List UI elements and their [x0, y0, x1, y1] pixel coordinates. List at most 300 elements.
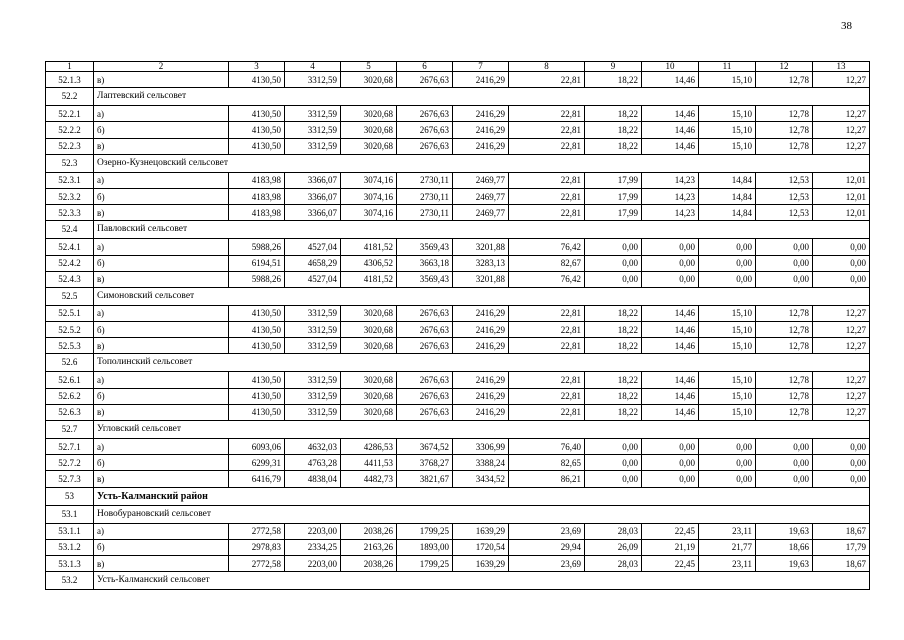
value-cell: 17,99 [585, 172, 642, 188]
value-cell: 76,42 [509, 271, 585, 287]
value-cell: 0,00 [699, 271, 756, 287]
table-row [46, 338, 870, 354]
value-cell: 6093,06 [229, 439, 285, 455]
value-cell: 0,00 [699, 455, 756, 471]
value-cell: 0,00 [756, 439, 813, 455]
value-cell: 3821,67 [397, 471, 453, 487]
table-row [46, 372, 870, 388]
table-body [46, 62, 870, 590]
value-cell: 3312,59 [285, 106, 341, 122]
value-cell: 12,27 [813, 122, 870, 138]
value-cell: 2676,63 [397, 138, 453, 154]
row-code: 52.3.3 [46, 205, 94, 221]
row-code: 52.2.3 [46, 138, 94, 154]
value-cell: 0,00 [642, 271, 699, 287]
region-code: 53 [46, 487, 94, 505]
value-cell: 17,99 [585, 188, 642, 204]
value-cell: 2416,29 [453, 305, 509, 321]
column-number-cell: 1 [46, 62, 94, 72]
value-cell: 2416,29 [453, 404, 509, 420]
row-code: 52.7.3 [46, 471, 94, 487]
column-number-cell: 13 [813, 62, 870, 72]
value-cell: 18,22 [585, 372, 642, 388]
value-cell: 12,78 [756, 372, 813, 388]
value-cell: 0,00 [642, 255, 699, 271]
value-cell: 2772,58 [229, 523, 285, 539]
value-cell: 4130,50 [229, 72, 285, 88]
row-code: 52.3.1 [46, 172, 94, 188]
value-cell: 2416,29 [453, 138, 509, 154]
value-cell: 0,00 [699, 255, 756, 271]
row-code: 52.4.2 [46, 255, 94, 271]
value-cell: 18,22 [585, 72, 642, 88]
value-cell: 0,00 [756, 239, 813, 255]
row-label: б) [94, 122, 229, 138]
table-row [46, 305, 870, 321]
table-row [46, 172, 870, 188]
section-code: 53.2 [46, 572, 94, 590]
value-cell: 2676,63 [397, 122, 453, 138]
value-cell: 1639,29 [453, 555, 509, 571]
value-cell: 12,78 [756, 72, 813, 88]
value-cell: 2730,11 [397, 172, 453, 188]
value-cell: 3366,07 [285, 205, 341, 221]
value-cell: 3020,68 [341, 138, 397, 154]
value-cell: 0,00 [585, 271, 642, 287]
value-cell: 2416,29 [453, 106, 509, 122]
section-code: 53.1 [46, 505, 94, 523]
value-cell: 6416,79 [229, 471, 285, 487]
table-row [46, 404, 870, 420]
row-code: 52.2.1 [46, 106, 94, 122]
value-cell: 4130,50 [229, 388, 285, 404]
row-label: а) [94, 439, 229, 455]
section-code: 52.4 [46, 221, 94, 239]
value-cell: 18,22 [585, 338, 642, 354]
row-label: в) [94, 471, 229, 487]
value-cell: 2203,00 [285, 523, 341, 539]
value-cell: 3663,18 [397, 255, 453, 271]
section-row [46, 287, 870, 305]
value-cell: 26,09 [585, 539, 642, 555]
value-cell: 14,46 [642, 138, 699, 154]
row-code: 52.6.2 [46, 388, 94, 404]
value-cell: 3283,13 [453, 255, 509, 271]
section-name: Озерно-Кузнецовский сельсовет [94, 154, 870, 172]
value-cell: 2676,63 [397, 404, 453, 420]
value-cell: 22,81 [509, 404, 585, 420]
value-cell: 0,00 [813, 271, 870, 287]
value-cell: 2416,29 [453, 388, 509, 404]
value-cell: 3020,68 [341, 338, 397, 354]
value-cell: 19,63 [756, 555, 813, 571]
value-cell: 14,46 [642, 305, 699, 321]
row-code: 53.1.3 [46, 555, 94, 571]
value-cell: 4632,03 [285, 439, 341, 455]
value-cell: 2469,77 [453, 172, 509, 188]
value-cell: 14,46 [642, 338, 699, 354]
value-cell: 0,00 [585, 455, 642, 471]
value-cell: 12,27 [813, 305, 870, 321]
value-cell: 15,10 [699, 72, 756, 88]
value-cell: 2676,63 [397, 338, 453, 354]
value-cell: 3020,68 [341, 372, 397, 388]
value-cell: 3020,68 [341, 106, 397, 122]
value-cell: 14,46 [642, 372, 699, 388]
value-cell: 14,23 [642, 188, 699, 204]
value-cell: 3312,59 [285, 72, 341, 88]
value-cell: 21,77 [699, 539, 756, 555]
value-cell: 12,27 [813, 372, 870, 388]
row-label: а) [94, 172, 229, 188]
value-cell: 14,23 [642, 172, 699, 188]
section-row [46, 572, 870, 590]
value-cell: 15,10 [699, 122, 756, 138]
page-number: 38 [841, 20, 852, 32]
value-cell: 3020,68 [341, 388, 397, 404]
value-cell: 2038,26 [341, 555, 397, 571]
value-cell: 15,10 [699, 305, 756, 321]
value-cell: 1799,25 [397, 523, 453, 539]
section-row [46, 421, 870, 439]
row-label: в) [94, 72, 229, 88]
value-cell: 4183,98 [229, 205, 285, 221]
table-row [46, 188, 870, 204]
value-cell: 1799,25 [397, 555, 453, 571]
value-cell: 0,00 [585, 439, 642, 455]
value-cell: 12,53 [756, 188, 813, 204]
value-cell: 12,27 [813, 322, 870, 338]
value-cell: 18,22 [585, 138, 642, 154]
value-cell: 1720,54 [453, 539, 509, 555]
value-cell: 4306,52 [341, 255, 397, 271]
value-cell: 12,27 [813, 388, 870, 404]
value-cell: 3312,59 [285, 388, 341, 404]
table-row [46, 72, 870, 88]
row-code: 53.1.2 [46, 539, 94, 555]
value-cell: 14,84 [699, 188, 756, 204]
row-label: в) [94, 205, 229, 221]
value-cell: 22,81 [509, 305, 585, 321]
value-cell: 4482,73 [341, 471, 397, 487]
value-cell: 14,46 [642, 404, 699, 420]
value-cell: 3366,07 [285, 188, 341, 204]
value-cell: 0,00 [813, 439, 870, 455]
value-cell: 2163,26 [341, 539, 397, 555]
table-row [46, 539, 870, 555]
value-cell: 12,01 [813, 205, 870, 221]
value-cell: 3312,59 [285, 322, 341, 338]
value-cell: 12,01 [813, 188, 870, 204]
value-cell: 4183,98 [229, 188, 285, 204]
section-name: Усть-Калманский сельсовет [94, 572, 870, 590]
table-row [46, 255, 870, 271]
value-cell: 23,69 [509, 555, 585, 571]
value-cell: 0,00 [813, 455, 870, 471]
value-cell: 3201,88 [453, 239, 509, 255]
value-cell: 0,00 [642, 439, 699, 455]
value-cell: 18,22 [585, 122, 642, 138]
value-cell: 0,00 [813, 255, 870, 271]
value-cell: 4527,04 [285, 239, 341, 255]
value-cell: 0,00 [756, 255, 813, 271]
value-cell: 15,10 [699, 322, 756, 338]
value-cell: 22,81 [509, 388, 585, 404]
value-cell: 4183,98 [229, 172, 285, 188]
value-cell: 12,78 [756, 138, 813, 154]
section-name: Новобурановский сельсовет [94, 505, 870, 523]
value-cell: 3020,68 [341, 404, 397, 420]
column-number-cell: 8 [509, 62, 585, 72]
table-row [46, 455, 870, 471]
value-cell: 12,78 [756, 388, 813, 404]
value-cell: 15,10 [699, 338, 756, 354]
section-name: Угловский сельсовет [94, 421, 870, 439]
value-cell: 22,45 [642, 523, 699, 539]
value-cell: 14,46 [642, 388, 699, 404]
value-cell: 3674,52 [397, 439, 453, 455]
value-cell: 2730,11 [397, 188, 453, 204]
value-cell: 3312,59 [285, 138, 341, 154]
section-row [46, 88, 870, 106]
section-code: 52.3 [46, 154, 94, 172]
value-cell: 29,94 [509, 539, 585, 555]
value-cell: 15,10 [699, 138, 756, 154]
value-cell: 2772,58 [229, 555, 285, 571]
value-cell: 3569,43 [397, 239, 453, 255]
value-cell: 18,22 [585, 322, 642, 338]
value-cell: 3306,99 [453, 439, 509, 455]
row-label: а) [94, 523, 229, 539]
value-cell: 82,67 [509, 255, 585, 271]
value-cell: 23,11 [699, 555, 756, 571]
row-label: в) [94, 404, 229, 420]
value-cell: 2676,63 [397, 72, 453, 88]
value-cell: 22,81 [509, 188, 585, 204]
value-cell: 15,10 [699, 106, 756, 122]
row-label: в) [94, 271, 229, 287]
value-cell: 0,00 [756, 471, 813, 487]
row-code: 53.1.1 [46, 523, 94, 539]
section-row [46, 354, 870, 372]
row-code: 52.3.2 [46, 188, 94, 204]
section-code: 52.2 [46, 88, 94, 106]
value-cell: 76,42 [509, 239, 585, 255]
value-cell: 4838,04 [285, 471, 341, 487]
table-row [46, 555, 870, 571]
value-cell: 23,11 [699, 523, 756, 539]
value-cell: 3312,59 [285, 305, 341, 321]
value-cell: 0,00 [699, 239, 756, 255]
value-cell: 12,01 [813, 172, 870, 188]
row-code: 52.6.3 [46, 404, 94, 420]
value-cell: 3569,43 [397, 271, 453, 287]
value-cell: 2334,25 [285, 539, 341, 555]
value-cell: 6299,31 [229, 455, 285, 471]
value-cell: 18,66 [756, 539, 813, 555]
value-cell: 12,78 [756, 106, 813, 122]
value-cell: 3388,24 [453, 455, 509, 471]
value-cell: 4130,50 [229, 322, 285, 338]
row-label: а) [94, 239, 229, 255]
value-cell: 12,78 [756, 122, 813, 138]
table-row [46, 239, 870, 255]
value-cell: 14,23 [642, 205, 699, 221]
value-cell: 15,10 [699, 388, 756, 404]
value-cell: 2676,63 [397, 388, 453, 404]
row-label: б) [94, 388, 229, 404]
value-cell: 3020,68 [341, 322, 397, 338]
value-cell: 3201,88 [453, 271, 509, 287]
value-cell: 18,22 [585, 404, 642, 420]
value-cell: 28,03 [585, 523, 642, 539]
section-code: 52.5 [46, 287, 94, 305]
value-cell: 0,00 [642, 455, 699, 471]
table-row [46, 122, 870, 138]
value-cell: 2469,77 [453, 188, 509, 204]
row-code: 52.7.1 [46, 439, 94, 455]
value-cell: 3768,27 [397, 455, 453, 471]
section-name: Тополинский сельсовет [94, 354, 870, 372]
column-number-cell: 11 [699, 62, 756, 72]
row-label: а) [94, 305, 229, 321]
value-cell: 15,10 [699, 404, 756, 420]
value-cell: 12,27 [813, 138, 870, 154]
value-cell: 22,81 [509, 106, 585, 122]
value-cell: 23,69 [509, 523, 585, 539]
value-cell: 12,27 [813, 72, 870, 88]
value-cell: 19,63 [756, 523, 813, 539]
value-cell: 4130,50 [229, 138, 285, 154]
value-cell: 12,78 [756, 404, 813, 420]
value-cell: 2416,29 [453, 338, 509, 354]
value-cell: 1639,29 [453, 523, 509, 539]
value-cell: 22,81 [509, 138, 585, 154]
value-cell: 0,00 [585, 255, 642, 271]
value-cell: 2203,00 [285, 555, 341, 571]
value-cell: 3312,59 [285, 404, 341, 420]
value-cell: 5988,26 [229, 239, 285, 255]
table-row [46, 439, 870, 455]
value-cell: 2730,11 [397, 205, 453, 221]
row-code: 52.4.3 [46, 271, 94, 287]
value-cell: 4130,50 [229, 372, 285, 388]
region-name: Усть-Калманский район [94, 487, 870, 505]
table-row [46, 523, 870, 539]
table-row [46, 322, 870, 338]
value-cell: 82,65 [509, 455, 585, 471]
value-cell: 2469,77 [453, 205, 509, 221]
row-code: 52.2.2 [46, 122, 94, 138]
value-cell: 4130,50 [229, 122, 285, 138]
value-cell: 4527,04 [285, 271, 341, 287]
table-row [46, 205, 870, 221]
value-cell: 17,79 [813, 539, 870, 555]
value-cell: 3312,59 [285, 338, 341, 354]
value-cell: 2416,29 [453, 122, 509, 138]
value-cell: 3074,16 [341, 172, 397, 188]
value-cell: 2416,29 [453, 72, 509, 88]
value-cell: 4130,50 [229, 338, 285, 354]
value-cell: 12,53 [756, 205, 813, 221]
value-cell: 0,00 [585, 471, 642, 487]
value-cell: 0,00 [699, 471, 756, 487]
value-cell: 3312,59 [285, 372, 341, 388]
section-name: Павловский сельсовет [94, 221, 870, 239]
value-cell: 21,19 [642, 539, 699, 555]
value-cell: 4130,50 [229, 305, 285, 321]
table-row [46, 138, 870, 154]
value-cell: 86,21 [509, 471, 585, 487]
row-code: 52.5.2 [46, 322, 94, 338]
value-cell: 14,46 [642, 322, 699, 338]
section-row [46, 221, 870, 239]
value-cell: 2676,63 [397, 372, 453, 388]
value-cell: 76,40 [509, 439, 585, 455]
column-number-cell: 3 [229, 62, 285, 72]
value-cell: 4658,29 [285, 255, 341, 271]
value-cell: 3020,68 [341, 122, 397, 138]
section-row [46, 505, 870, 523]
value-cell: 2676,63 [397, 305, 453, 321]
row-label: б) [94, 188, 229, 204]
value-cell: 14,84 [699, 172, 756, 188]
column-number-cell: 9 [585, 62, 642, 72]
value-cell: 12,27 [813, 338, 870, 354]
value-cell: 3020,68 [341, 305, 397, 321]
value-cell: 18,67 [813, 523, 870, 539]
value-cell: 18,67 [813, 555, 870, 571]
column-number-row [46, 62, 870, 72]
section-code: 52.6 [46, 354, 94, 372]
value-cell: 12,78 [756, 322, 813, 338]
row-label: б) [94, 455, 229, 471]
value-cell: 22,81 [509, 338, 585, 354]
row-label: в) [94, 555, 229, 571]
row-label: б) [94, 322, 229, 338]
value-cell: 18,22 [585, 388, 642, 404]
row-label: в) [94, 338, 229, 354]
value-cell: 0,00 [699, 439, 756, 455]
value-cell: 14,46 [642, 72, 699, 88]
table-row [46, 471, 870, 487]
row-code: 52.6.1 [46, 372, 94, 388]
column-number-cell: 6 [397, 62, 453, 72]
region-row [46, 487, 870, 505]
row-code: 52.4.1 [46, 239, 94, 255]
section-row [46, 154, 870, 172]
value-cell: 22,81 [509, 172, 585, 188]
value-cell: 3366,07 [285, 172, 341, 188]
value-cell: 0,00 [756, 455, 813, 471]
value-cell: 3020,68 [341, 72, 397, 88]
column-number-cell: 2 [94, 62, 229, 72]
value-cell: 2416,29 [453, 372, 509, 388]
value-cell: 4286,53 [341, 439, 397, 455]
value-cell: 14,84 [699, 205, 756, 221]
value-cell: 14,46 [642, 122, 699, 138]
value-cell: 12,78 [756, 305, 813, 321]
value-cell: 1893,00 [397, 539, 453, 555]
value-cell: 2416,29 [453, 322, 509, 338]
value-cell: 6194,51 [229, 255, 285, 271]
column-number-cell: 4 [285, 62, 341, 72]
table-row [46, 388, 870, 404]
column-number-cell: 10 [642, 62, 699, 72]
value-cell: 18,22 [585, 106, 642, 122]
value-cell: 0,00 [585, 239, 642, 255]
column-number-cell: 7 [453, 62, 509, 72]
